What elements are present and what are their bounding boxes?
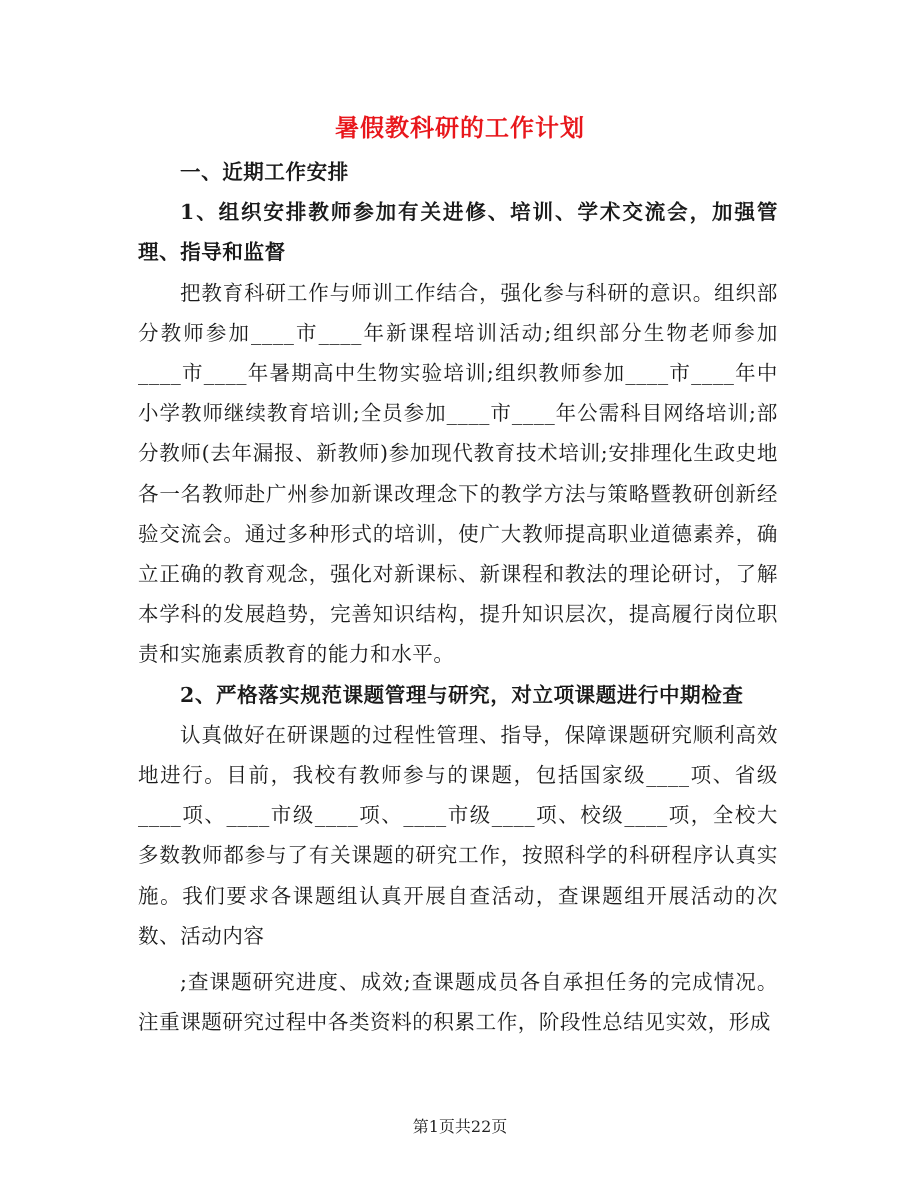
item-heading-1: 1、组织安排教师参加有关进修、培训、学术交流会，加强管理、指导和监督 [138, 200, 778, 265]
document-title: 暑假教科研的工作计划 [335, 113, 585, 142]
item-body-2: 认真做好在研课题的过程性管理、指导，保障课题研究顺利高效地进行。目前，我校有教师参与的课题，包括国家级____项、省级____项、____市级____项、____市级____项、校级____项，全校大多数教师都参与了有关课题的研究工作，按照科学的科研程序认真实施。我们要求各课题组认真开展自查活动，查课题组开展活动的次数、活动内容 [138, 722, 778, 948]
item-body-2-continued: ;查课题研究进度、成效;查课题成员各自承担任务的完成情况。注重课题研究过程中各类资料的积累工作，阶段性总结见实效，形成 [138, 970, 778, 1035]
item-body-1: 把教育科研工作与师训工作结合，强化参与科研的意识。组织部分教师参加____市____年新课程培训活动;组织部分生物老师参加____市____年暑期高中生物实验培训;组织教师参加____市____年中小学教师继续教育培训;全员参加____市____年公需科目网络培训;部分教师(去年漏报、新教师)参加现代教育技术培训;安排理化生政史地各一名教师赴广州参加新课改理念下的教学方法与策略暨教研创新经验交流会。通过多种形式的培训，使广大教师提高职业道德素养，确立正确的教育观念，强化对新课标、新课程和教法的理论研讨，了解本学科的发展趋势，完善知识结构，提升知识层次，提高履行岗位职责和实施素质教育的能力和水平。 [138, 280, 778, 667]
item-heading-2: 2、严格落实规范课题管理与研究，对立项课题进行中期检查 [180, 682, 744, 707]
section-heading: 一、近期工作安排 [180, 160, 349, 184]
page-number: 第1页共22页 [412, 1117, 508, 1136]
document-body [138, 152, 778, 1042]
